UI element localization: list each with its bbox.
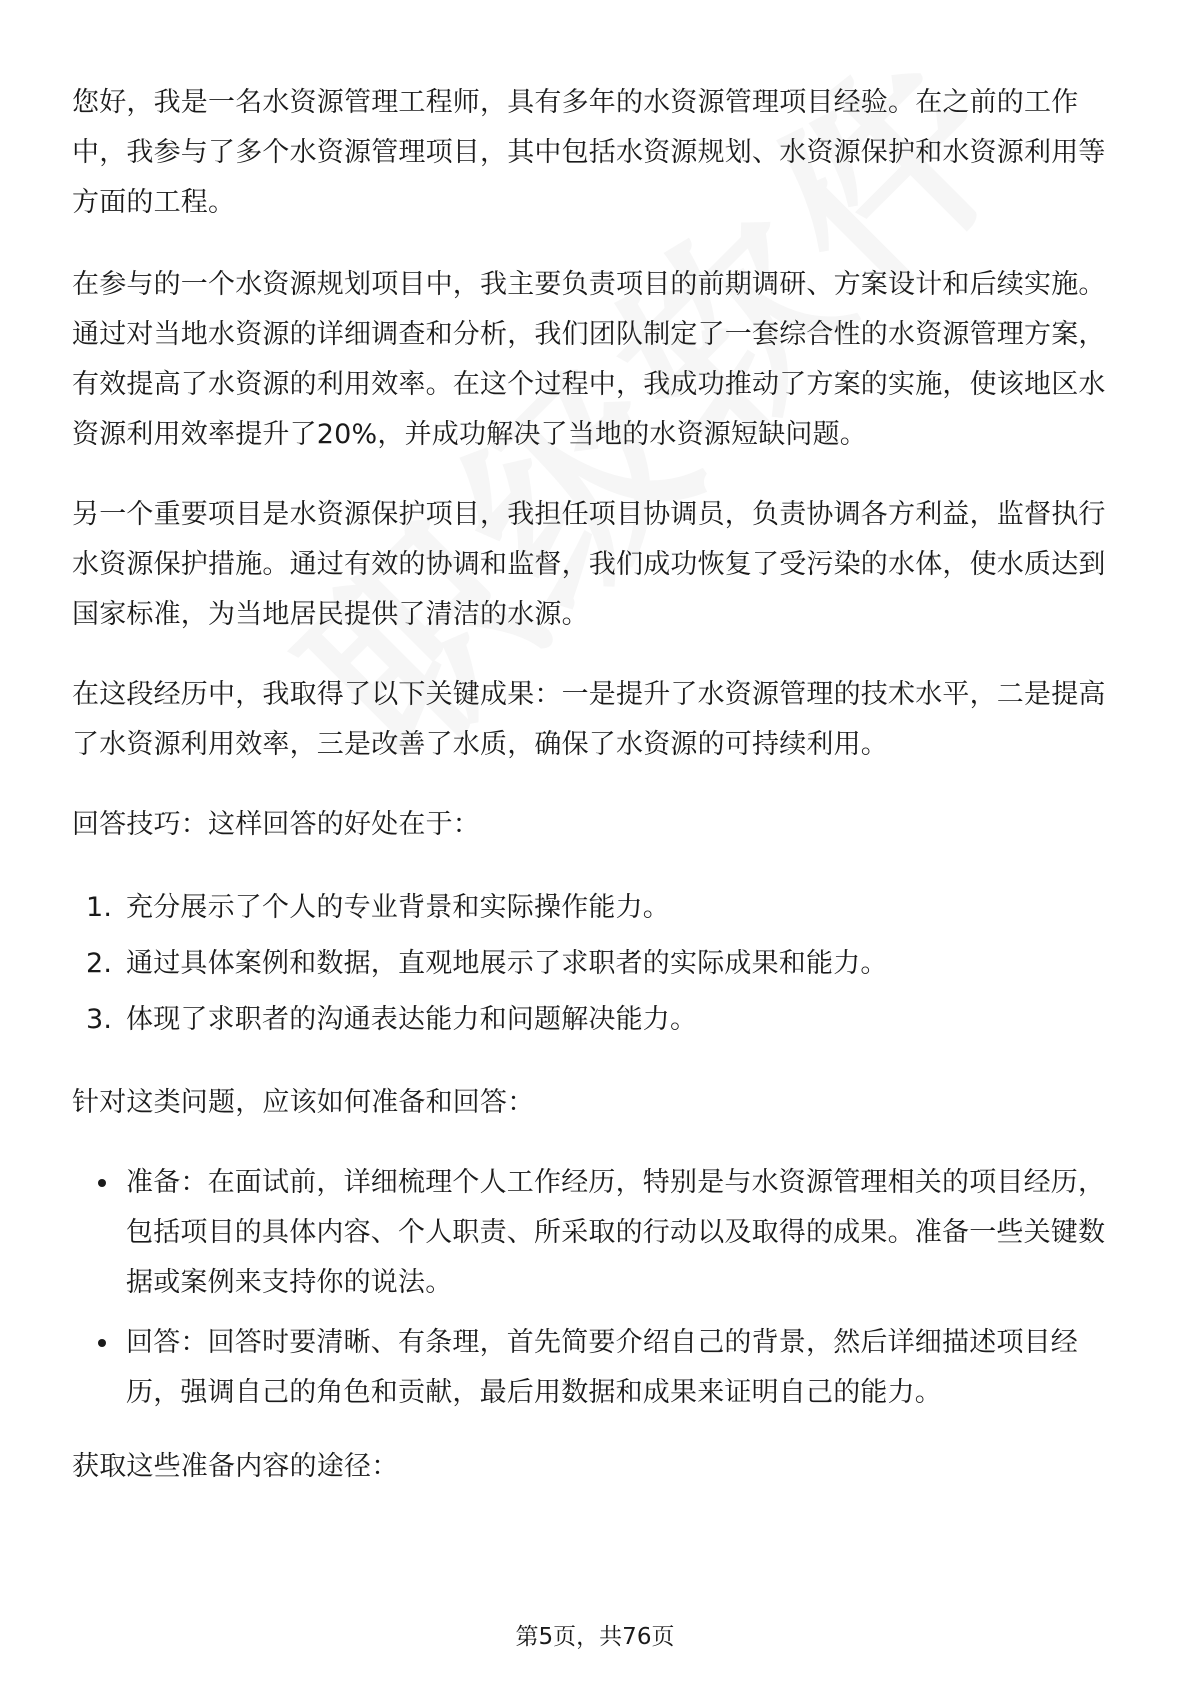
tips-heading: 回答技巧：这样回答的好处在于： <box>72 809 480 840</box>
bullet-icon <box>98 1339 106 1347</box>
page-number: 第5页，共76页 <box>515 1624 675 1650</box>
list-item <box>126 1158 1122 1308</box>
prep-heading: 针对这类问题，应该如何准备和回答： <box>72 1087 535 1118</box>
list-number: 3. <box>86 1004 113 1035</box>
paragraph-intro: 您好，我是一名水资源管理工程师，具有多年的水资源管理项目经验。在之前的工作中，我参与了多个水资源管理项目，其中包括水资源规划、水资源保护和水资源利用等方面的工程。 <box>72 87 1106 218</box>
paragraph-protection-project: 另一个重要项目是水资源保护项目，我担任项目协调员，负责协调各方利益，监督执行水资源保护措施。通过有效的协调和监督，我们成功恢复了受污染的水体，使水质达到国家标准，为当地居民提供了清洁的水源。 <box>72 499 1106 630</box>
tips-list <box>72 880 1122 1048</box>
list-item-text: 通过具体案例和数据，直观地展示了求职者的实际成果和能力。 <box>126 948 888 979</box>
list-item-text: 充分展示了个人的专业背景和实际操作能力。 <box>126 892 670 923</box>
bullet-icon <box>98 1179 106 1187</box>
list-number: 2. <box>86 948 113 979</box>
prep-list <box>72 1158 1122 1418</box>
paragraph-planning-project: 在参与的一个水资源规划项目中，我主要负责项目的前期调研、方案设计和后续实施。通过对当地水资源的详细调查和分析，我们团队制定了一套综合性的水资源管理方案，有效提高了水资源的利用效率。在这个过程中，我成功推动了方案的实施，使该地区水资源利用效率提升了20%，并成功解决了当地的水资源短缺问题。 <box>72 269 1106 450</box>
list-number: 1. <box>86 892 113 923</box>
sources-heading: 获取这些准备内容的途径： <box>72 1451 399 1482</box>
list-item <box>86 992 1122 1048</box>
document-body <box>72 78 1122 1522</box>
list-item-text: 准备：在面试前，详细梳理个人工作经历，特别是与水资源管理相关的项目经历，包括项目的具体内容、个人职责、所采取的行动以及取得的成果。准备一些关键数据或案例来支持你的说法。 <box>126 1167 1106 1298</box>
list-item-text: 体现了求职者的沟通表达能力和问题解决能力。 <box>126 1004 698 1035</box>
paragraph-key-results: 在这段经历中，我取得了以下关键成果：一是提升了水资源管理的技术水平，二是提高了水资源利用效率，三是改善了水质，确保了水资源的可持续利用。 <box>72 679 1106 760</box>
list-item <box>86 880 1122 936</box>
list-item <box>126 1318 1122 1418</box>
list-item <box>86 936 1122 992</box>
list-item-text: 回答：回答时要清晰、有条理，首先简要介绍自己的背景，然后详细描述项目经历，强调自己的角色和贡献，最后用数据和成果来证明自己的能力。 <box>126 1327 1078 1408</box>
